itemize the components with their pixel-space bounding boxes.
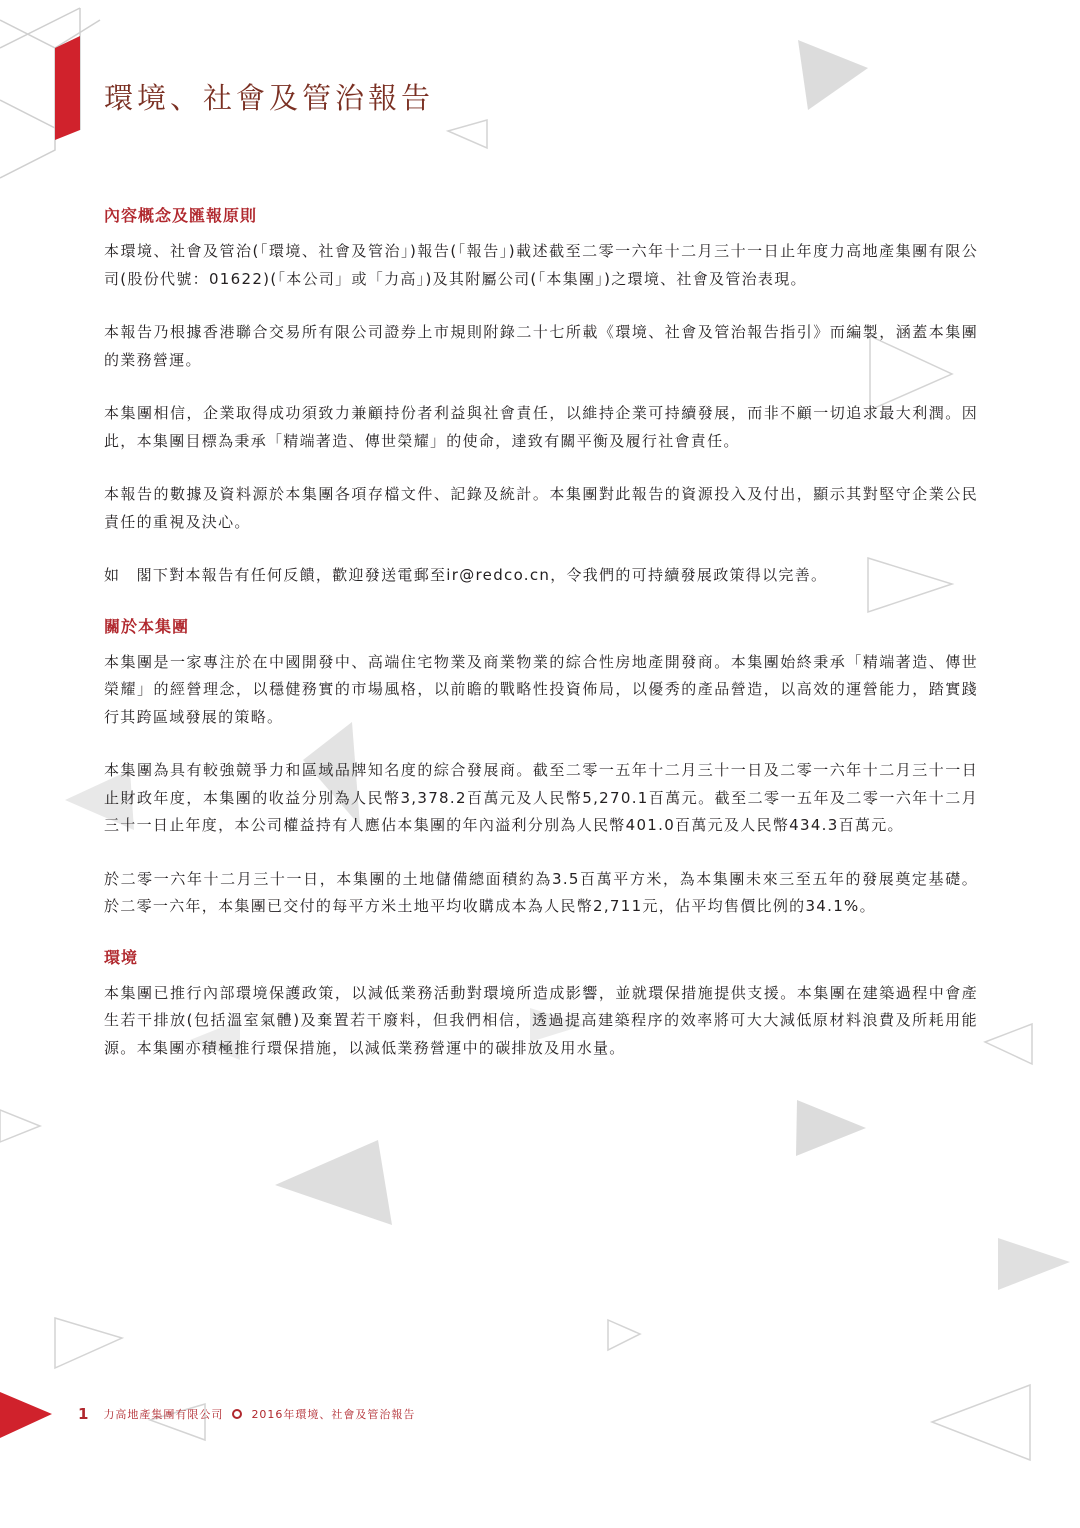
paragraph: 本集團是一家專注於在中國開發中、高端住宅物業及商業物業的綜合性房地產開發商。本集團始終秉承「精端著造、傳世榮耀」的經營理念，以穩健務實的市場風格，以前瞻的戰略性投資佈局，以優秀的產品營造，以高效的運營能力，踏實踐行其跨區域發展的策略。: [104, 652, 978, 726]
section-principles: [104, 203, 978, 590]
section-about-group: [104, 614, 978, 921]
paragraph: 本報告的數據及資料源於本集團各項存檔文件、記錄及統計。本集團對此報告的資源投入及付出，顯示其對堅守企業公民責任的重視及決心。: [104, 485, 978, 531]
triangle-outline: [55, 1318, 122, 1368]
section-heading: 關於本集團: [104, 616, 190, 636]
footer-report-title: 2016年環境、社會及管治報告: [251, 1408, 416, 1421]
page-number: 1: [78, 1405, 90, 1423]
triangle-outline: [448, 120, 487, 148]
red-accent-bar: [55, 36, 80, 140]
paragraph: 本報告乃根據香港聯合交易所有限公司證券上市規則附錄二十七所載《環境、社會及管治報告指引》而編製，涵蓋本集團的業務營運。: [104, 323, 978, 369]
triangle-outline: [0, 1110, 40, 1142]
triangle-outline: [932, 1385, 1030, 1460]
section-heading: 環境: [104, 947, 139, 967]
paragraph: 本集團為具有較強競爭力和區域品牌知名度的綜合發展商。截至二零一五年十二月三十一日及二零一六年十二月三十一日止財政年度，本集團的收益分別為人民幣3,378.2百萬元及人民幣5,270.1百萬元。截至二零一五年及二零一六年十二月三十一日止年度，本公司權益持有人應佔本集團的年內溢利分別為人民幣401.0百萬元及人民幣434.3百萬元。: [104, 761, 978, 834]
paragraph: 於二零一六年十二月三十一日，本集團的土地儲備總面積約為3.5百萬平方米，為本集團未來三至五年的發展奠定基礎。於二零一六年，本集團已交付的每平方米土地平均收購成本為人民幣2,711元，佔平均售價比例的34.1%。: [104, 869, 978, 915]
cube-outline: [0, 8, 100, 178]
page-footer: [78, 1405, 415, 1423]
page-title: 環境、社會及管治報告: [104, 81, 435, 115]
report-body: [104, 203, 978, 1088]
footer-company: 力高地產集團有限公司: [103, 1408, 224, 1421]
triangle-outline: [985, 1024, 1032, 1064]
section-heading: 內容概念及匯報原則: [104, 206, 258, 225]
paragraph: 本集團已推行內部環境保護政策，以減低業務活動對環境所造成影響，並就環保措施提供支援。本集團在建築過程中會產生若干排放(包括溫室氣體)及棄置若干廢料，但我們相信，透過提高建築程序的效率將可大大減低原材料浪費及所耗用能源。本集團亦積極推行環保措施，以減低業務營運中的碳排放及用水量。: [104, 983, 978, 1057]
feedback-paragraph: 如 閣下對本報告有任何反饋，歡迎發送電郵至ir@redco.cn，令我們的可持續發展政策得以完善。: [104, 566, 828, 584]
triangle-shape: [275, 1140, 392, 1225]
triangle-shape: [998, 1238, 1070, 1290]
circle-separator-icon: [232, 1409, 242, 1419]
section-environment: [104, 945, 978, 1063]
paragraph: 本環境、社會及管治(「環境、社會及管治」)報告(「報告」)載述截至二零一六年十二月三十一日止年度力高地產集團有限公司(股份代號：01622)(「本公司」或「力高」)及其附屬公司(「本集團」)之環境、社會及管治表現。: [104, 242, 978, 288]
triangle-shape: [798, 40, 868, 110]
triangle-outline: [608, 1320, 640, 1350]
red-corner-triangle: [0, 1392, 52, 1438]
triangle-shape: [796, 1100, 866, 1156]
paragraph: 本集團相信，企業取得成功須致力兼顧持份者利益與社會責任，以維持企業可持續發展，而非不顧一切追求最大利潤。因此，本集團目標為秉承「精端著造、傳世榮耀」的使命，達致有關平衡及履行社會責任。: [104, 404, 978, 450]
